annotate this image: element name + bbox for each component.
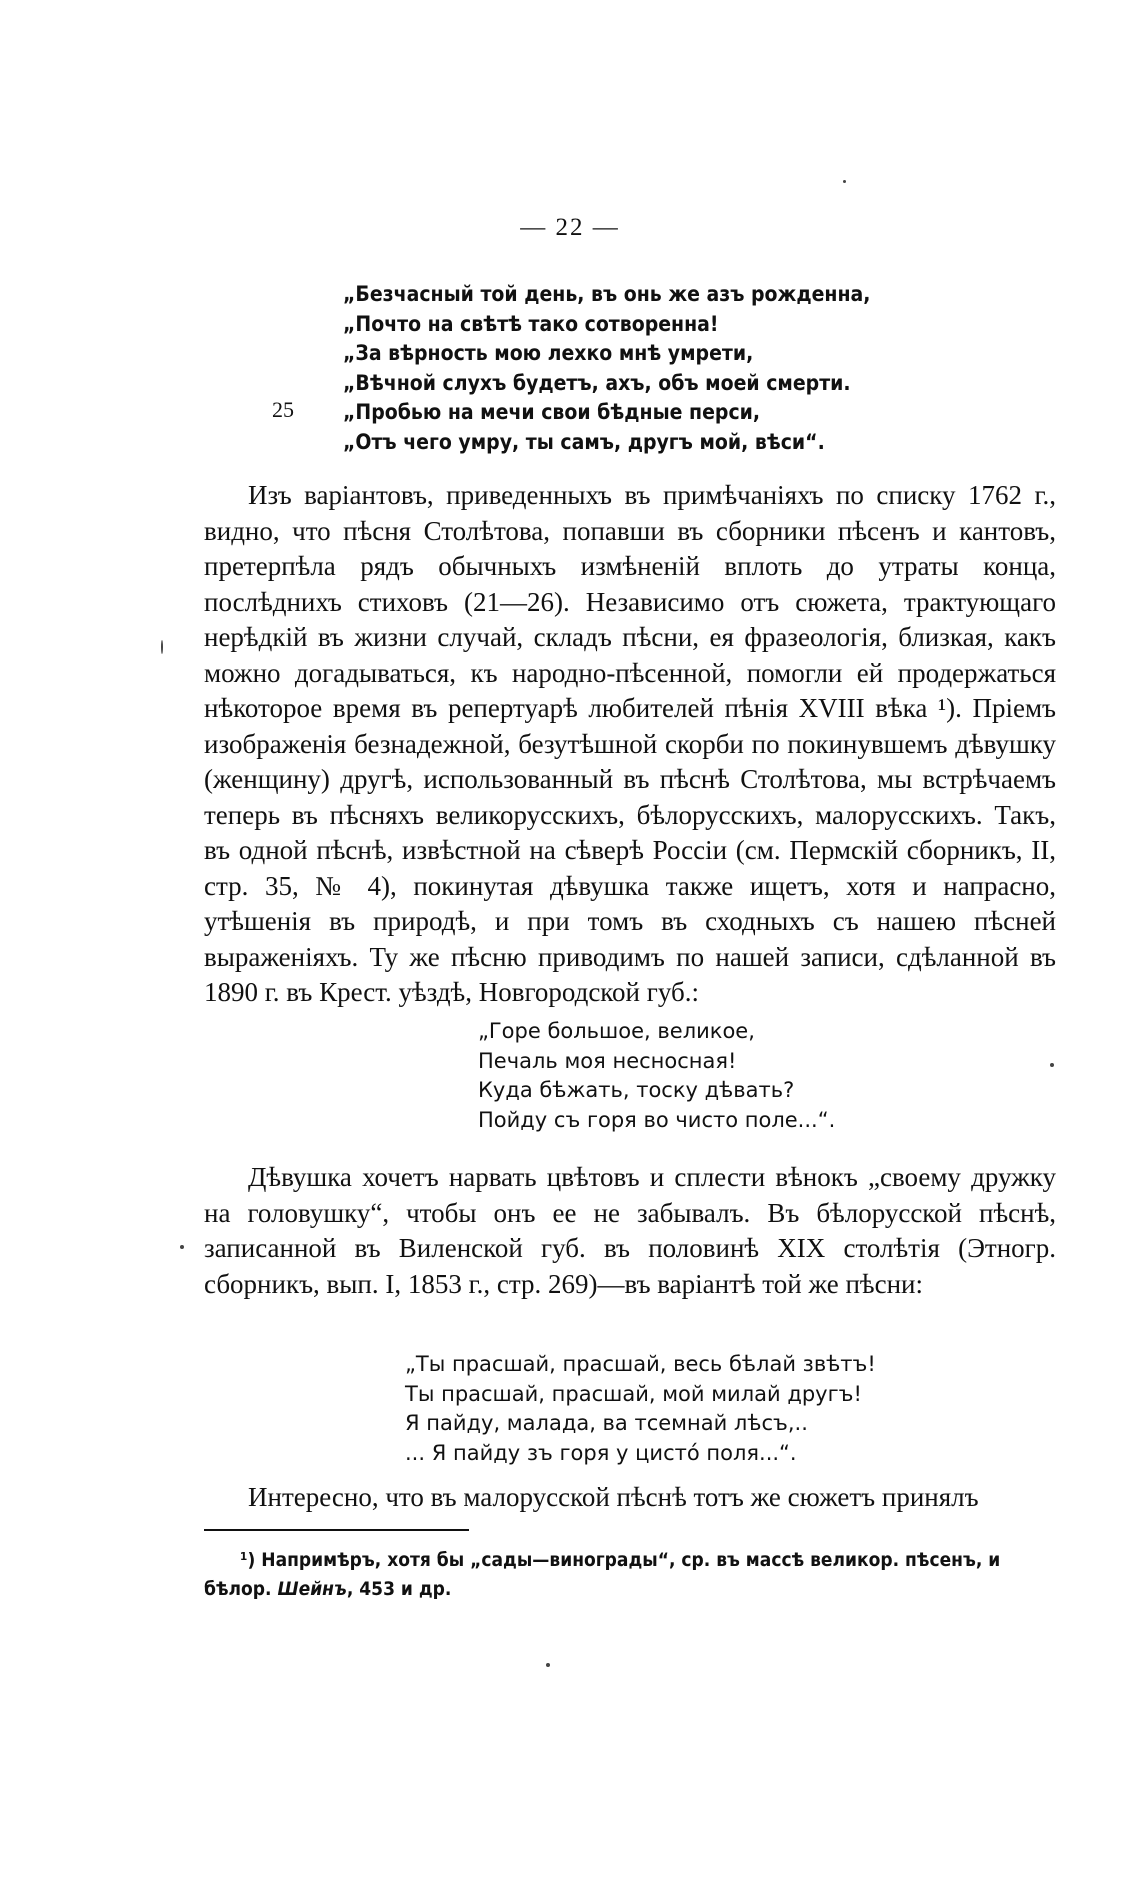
paragraph-2-text: Дѣвушка хочетъ нарвать цвѣтовъ и сплести вѣнокъ „своему дружку на головушку“, чтобы онъ ее не забывалъ. Въ бѣлорусской пѣснѣ, записанной въ Виленской губ. въ половинѣ XIX столѣтія (Этногр. сборникъ, вып. I, 1853 г., стр. 269)—въ варіантѣ той же пѣсни: (204, 1162, 1056, 1299)
verse-line: „За вѣрность мою лехко мнѣ умрети, (343, 341, 754, 365)
scan-speck (546, 1663, 550, 1667)
scan-speck (1050, 1063, 1054, 1067)
verse-block-1 (343, 280, 870, 457)
verse-line: „Почто на свѣтѣ тако сотворенна! (343, 311, 719, 336)
scan-speck (161, 640, 163, 654)
scan-speck (843, 180, 846, 183)
scan-speck (180, 1245, 184, 1249)
paragraph-3-text: Интересно, что въ малорусской пѣснѣ тотъ же сюжетъ принялъ (248, 1482, 979, 1512)
verse-line: „Горе большое, великое, (478, 1019, 755, 1043)
verse-line: „Безчасный той день, въ онь же азъ рожденна, (343, 282, 871, 306)
footnote-text-end: , 453 и др. (346, 1578, 452, 1600)
verse-line: Печаль моя несносная! (478, 1048, 737, 1073)
paragraph-2 (204, 1160, 1056, 1302)
verse-line: ... Я пайду зъ горя у цистó поля...“. (405, 1440, 797, 1465)
verse-block-2 (478, 1017, 835, 1135)
footnote-marker: ¹) (240, 1549, 256, 1571)
verse-line-number: 25 (272, 397, 294, 422)
verse-line: „Ты прасшай, прасшай, весь бѣлай звѣтъ! (405, 1352, 876, 1376)
verse-line: „Пробью на мечи свои бѣдные перси, (343, 400, 761, 424)
footnote (204, 1546, 1056, 1604)
page-number: — 22 — (520, 214, 620, 241)
verse-line: Я пайду, малада, ва тсемнай лѣсъ,.. (405, 1411, 808, 1435)
footnote-author: Шейнъ (277, 1578, 347, 1600)
footnote-text: Напримѣръ, хотя бы „сады—винограды“, ср. въ массѣ великор. пѣсенъ, и бѣлор. (204, 1549, 1001, 1600)
paragraph-1 (204, 478, 1056, 1011)
paragraph-3 (204, 1480, 1056, 1516)
verse-line: Ты прасшай, прасшай, мой милай другъ! (405, 1381, 862, 1406)
footnote-divider (204, 1529, 469, 1531)
verse-line: Пойду съ горя во чисто поле...“. (478, 1107, 836, 1132)
verse-line: „Вѣчной слухъ будетъ, ахъ, объ моей смерти. (343, 370, 851, 395)
verse-line: Куда бѣжать, тоску дѣвать? (478, 1078, 795, 1102)
verse-line: „Отъ чего умру, ты самъ, другъ мой, вѣси“. (343, 429, 825, 454)
paragraph-1-text: Изъ варіантовъ, приведенныхъ въ примѣчаніяхъ по списку 1762 г., видно, что пѣсня Столѣтова, попавши въ сборники пѣсенъ и кантовъ, претерпѣла рядъ обычныхъ измѣненій вплоть до утраты конца, послѣднихъ стиховъ (21—26). Независимо отъ сюжета, трактующаго нерѣдкій въ жизни случай, складъ пѣсни, ея фразеологія, близкая, какъ можно догадываться, къ народно-пѣсенной, помогли ей продержаться нѣкоторое время въ репертуарѣ любителей пѣнія XVIII вѣка ¹). Пріемъ изображенія безнадежной, безутѣшной скорби по покинувшемъ дѣвушку (женщину) другѣ, использованный въ пѣснѣ Столѣтова, мы встрѣчаемъ теперь въ пѣсняхъ великорусскихъ, бѣлорусскихъ, малорусскихъ. Такъ, въ одной пѣснѣ, извѣстной на сѣверѣ Россіи (см. Пермскій сборникъ, II, стр. 35, № 4), покинутая дѣвушка также ищетъ, хотя и напрасно, утѣшенія въ природѣ, и при томъ въ сходныхъ съ нашею пѣсней выраженіяхъ. Ту же пѣсню приводимъ по нашей записи, сдѣланной въ 1890 г. въ Крест. уѣздѣ, Новгородской губ.: (204, 480, 1056, 1007)
verse-block-3 (405, 1350, 876, 1468)
